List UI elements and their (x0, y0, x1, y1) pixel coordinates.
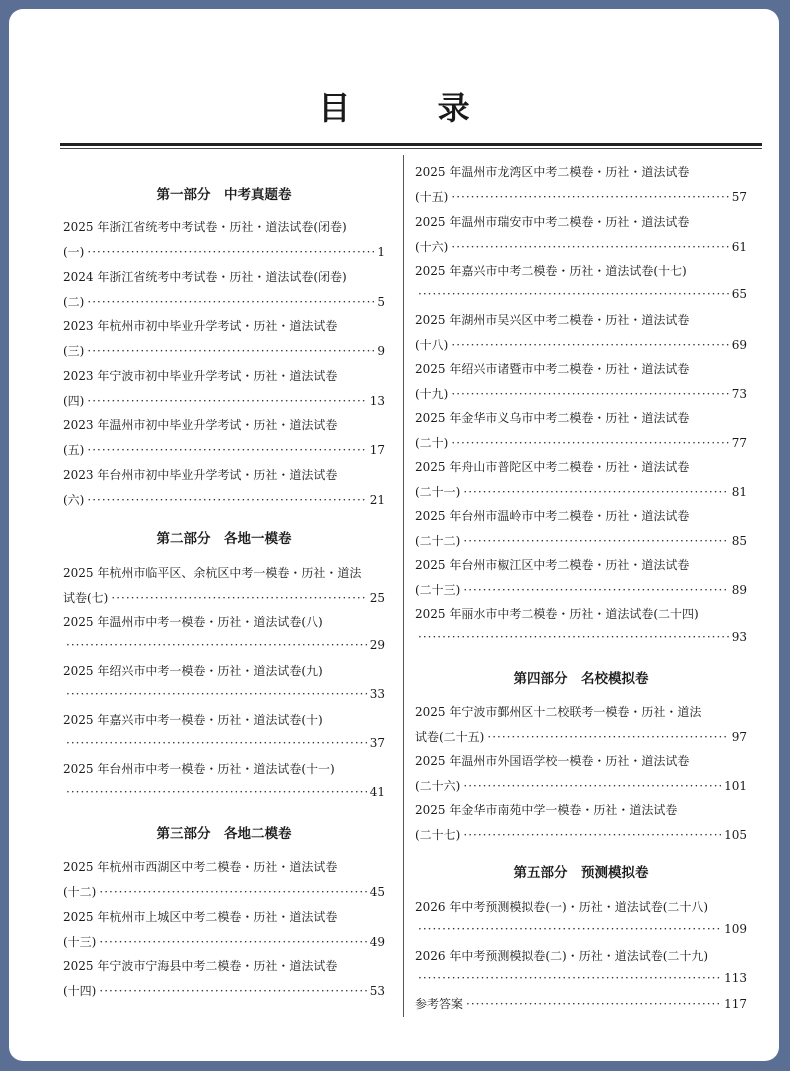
toc-entry-line (63, 218, 385, 238)
leader-dots (463, 583, 728, 597)
page-number: 53 (369, 984, 385, 998)
toc-entry-text: 2025 年杭州市上城区中考二模卷・历社・道法试卷 (63, 910, 338, 924)
toc-entry-line (415, 728, 747, 748)
toc-entry-text: 2025 年宁波市鄞州区十二校联考一模卷・历社・道法 (415, 705, 702, 719)
page-number: 17 (369, 443, 385, 457)
toc-entry-line (63, 392, 385, 412)
page-number: 89 (731, 583, 747, 597)
toc-entry-line (415, 238, 747, 258)
toc-entry-text: (十二) (63, 885, 97, 899)
page-number: 1 (377, 245, 385, 259)
page-title: 目 录 (318, 89, 508, 127)
toc-entry-text: (十九) (415, 387, 449, 401)
toc-entry-line (415, 188, 747, 208)
toc-entry-line (415, 336, 747, 356)
page-number: 93 (731, 630, 747, 644)
toc-entry-text: (四) (63, 394, 85, 408)
toc-entry-text: 2025 年丽水市中考二模卷・历社・道法试卷(二十四) (415, 607, 699, 621)
leader-dots (418, 287, 729, 301)
toc-entry-line (63, 441, 385, 461)
leader-dots (99, 935, 366, 949)
toc-entry-text: 2025 年绍兴市诸暨市中考二模卷・历社・道法试卷 (415, 362, 690, 376)
toc-entry-text: 2026 年中考预测模拟卷(二)・历社・道法试卷(二十九) (415, 949, 709, 963)
toc-entry-text: (二十三) (415, 583, 461, 597)
toc-entry-line (63, 367, 385, 387)
toc-entry-line (63, 982, 385, 1002)
toc-entry-text: 参考答案 (415, 997, 464, 1011)
section-heading: 第二部分 各地一模卷 (156, 531, 292, 547)
toc-entry-line (63, 268, 385, 288)
toc-entry-text: (六) (63, 493, 85, 507)
toc-entry-line (415, 605, 747, 625)
page-number: 109 (724, 922, 747, 936)
section-heading: 第一部分 中考真题卷 (156, 187, 292, 203)
toc-entry-line (415, 777, 747, 797)
toc-entry-text: (三) (63, 344, 85, 358)
leader-dots (466, 997, 721, 1011)
toc-entry-text: (十八) (415, 338, 449, 352)
toc-entry-text: 2025 年湖州市吴兴区中考二模卷・历社・道法试卷 (415, 313, 690, 327)
toc-entry-text: (二十二) (415, 534, 461, 548)
page-number: 13 (369, 394, 385, 408)
toc-entry-text: (十五) (415, 190, 449, 204)
toc-entry-line (63, 466, 385, 486)
toc-entry-text: 2025 年嘉兴市中考一模卷・历社・道法试卷(十) (63, 713, 323, 727)
toc-entry-text: (二十) (415, 436, 449, 450)
leader-dots (463, 828, 721, 842)
page-number: 73 (731, 387, 747, 401)
toc-entry-text: (五) (63, 443, 85, 457)
toc-entry-text: 2023 年温州市初中毕业升学考试・历社・道法试卷 (63, 418, 338, 432)
toc-entry-line (63, 243, 385, 263)
toc-entry-text: 2025 年绍兴市中考一模卷・历社・道法试卷(九) (63, 664, 323, 678)
toc-entry-line (415, 262, 747, 282)
toc-entry-line (415, 995, 747, 1015)
toc-entry-line (63, 564, 385, 584)
page-number: 57 (731, 190, 747, 204)
page-number: 117 (724, 997, 747, 1011)
leader-dots (99, 984, 366, 998)
page-number: 21 (369, 493, 385, 507)
toc-entry-text: 2023 年杭州市初中毕业升学考试・历社・道法试卷 (63, 319, 338, 333)
page-number: 45 (369, 885, 385, 899)
toc-entry-line (63, 317, 385, 337)
toc-entry-line (63, 711, 385, 731)
page-number: 113 (724, 971, 747, 985)
toc-entry-line (415, 826, 747, 846)
toc-entry-text: 2025 年浙江省统考中考试卷・历社・道法试卷(闭卷) (63, 220, 347, 234)
toc-entry-text: 2023 年宁波市初中毕业升学考试・历社・道法试卷 (63, 369, 338, 383)
toc-entry-line (415, 801, 747, 821)
toc-entry-text: (二十六) (415, 779, 461, 793)
toc-entry-text: (二) (63, 295, 85, 309)
toc-entry-line (415, 434, 747, 454)
toc-entry-text: 2023 年台州市初中毕业升学考试・历社・道法试卷 (63, 468, 338, 482)
toc-entry-line (63, 858, 385, 878)
title-rule-thin (60, 148, 762, 149)
toc-entry-text: (二十七) (415, 828, 461, 842)
toc-entry-text: 2025 年温州市外国语学校一模卷・历社・道法试卷 (415, 754, 690, 768)
page-number: 49 (369, 935, 385, 949)
toc-entry-line (63, 416, 385, 436)
toc-entry-text: 2025 年宁波市宁海县中考二模卷・历社・道法试卷 (63, 959, 338, 973)
toc-entry-text: 2025 年温州市瑞安市中考二模卷・历社・道法试卷 (415, 215, 690, 229)
leader-dots (418, 971, 721, 985)
leader-dots (451, 436, 728, 450)
toc-entry-line (415, 556, 747, 576)
leader-dots (451, 338, 728, 352)
leader-dots (487, 730, 728, 744)
toc-entry-text: 2025 年温州市龙湾区中考二模卷・历社・道法试卷 (415, 165, 690, 179)
leader-dots (87, 295, 374, 309)
toc-entry-text: 2025 年金华市义乌市中考二模卷・历社・道法试卷 (415, 411, 690, 425)
toc-entry-line (415, 630, 747, 650)
toc-entry-line (415, 703, 747, 723)
leader-dots (66, 736, 367, 750)
toc-entry-line (63, 736, 385, 756)
leader-dots (451, 387, 728, 401)
section-heading: 第五部分 预测模拟卷 (513, 865, 649, 881)
toc-entry-text: 2025 年嘉兴市中考二模卷・历社・道法试卷(十七) (415, 264, 687, 278)
page-number: 29 (369, 638, 385, 652)
toc-entry-text: (一) (63, 245, 85, 259)
page-number: 97 (731, 730, 747, 744)
title-rule-thick (60, 143, 762, 146)
toc-entry-line (415, 409, 747, 429)
leader-dots (418, 922, 721, 936)
toc-entry-line (63, 785, 385, 805)
page-number: 25 (369, 591, 385, 605)
toc-entry-line (63, 293, 385, 313)
page-number: 105 (724, 828, 747, 842)
leader-dots (66, 785, 367, 799)
toc-entry-line (415, 213, 747, 233)
toc-entry-text: 2025 年温州市中考一模卷・历社・道法试卷(八) (63, 615, 323, 629)
toc-entry-line (415, 581, 747, 601)
page-number: 9 (377, 344, 385, 358)
toc-entry-line (415, 360, 747, 380)
leader-dots (418, 630, 729, 644)
leader-dots (463, 534, 728, 548)
toc-entry-line (63, 589, 385, 609)
leader-dots (87, 245, 374, 259)
toc-entry-line (415, 287, 747, 307)
toc-entry-text: (二十一) (415, 485, 461, 499)
toc-entry-line (415, 922, 747, 942)
toc-entry-text: 2026 年中考预测模拟卷(一)・历社・道法试卷(二十八) (415, 900, 709, 914)
toc-entry-line (63, 883, 385, 903)
toc-entry-text: 2025 年台州市温岭市中考二模卷・历社・道法试卷 (415, 509, 690, 523)
page-number: 61 (731, 240, 747, 254)
toc-entry-line (63, 908, 385, 928)
page-number: 33 (369, 687, 385, 701)
toc-entry-line (415, 311, 747, 331)
toc-entry-line (415, 385, 747, 405)
toc-entry-line (63, 638, 385, 658)
section-heading: 第四部分 名校模拟卷 (513, 671, 649, 687)
toc-entry-text: 2025 年台州市中考一模卷・历社・道法试卷(十一) (63, 762, 335, 776)
toc-entry-line (415, 532, 747, 552)
toc-entry-line (63, 957, 385, 977)
toc-entry-line (63, 491, 385, 511)
toc-entry-line (415, 752, 747, 772)
column-divider (403, 155, 404, 1017)
section-heading: 第三部分 各地二模卷 (156, 826, 292, 842)
page-number: 85 (731, 534, 747, 548)
toc-entry-line (415, 507, 747, 527)
toc-entry-text: 2025 年杭州市西湖区中考二模卷・历社・道法试卷 (63, 860, 338, 874)
toc-entry-line (415, 898, 747, 918)
toc-entry-line (63, 662, 385, 682)
leader-dots (87, 493, 366, 507)
page-number: 65 (731, 287, 747, 301)
leader-dots (463, 779, 721, 793)
toc-entry-text: 试卷(七) (63, 591, 109, 605)
page-number: 77 (731, 436, 747, 450)
toc-entry-text: 2025 年舟山市普陀区中考二模卷・历社・道法试卷 (415, 460, 690, 474)
leader-dots (451, 190, 728, 204)
toc-page (9, 9, 779, 1061)
toc-entry-line (415, 483, 747, 503)
leader-dots (463, 485, 728, 499)
toc-entry-line (415, 947, 747, 967)
toc-entry-line (415, 163, 747, 183)
toc-entry-line (63, 687, 385, 707)
leader-dots (111, 591, 366, 605)
leader-dots (87, 394, 366, 408)
page-number: 5 (377, 295, 385, 309)
page-number: 41 (369, 785, 385, 799)
toc-entry-text: (十四) (63, 984, 97, 998)
page-number: 81 (731, 485, 747, 499)
toc-entry-line (415, 971, 747, 991)
leader-dots (66, 687, 367, 701)
page-number: 69 (731, 338, 747, 352)
toc-entry-line (63, 613, 385, 633)
page-number: 37 (369, 736, 385, 750)
toc-entry-text: 2025 年台州市椒江区中考二模卷・历社・道法试卷 (415, 558, 690, 572)
toc-entry-line (63, 760, 385, 780)
toc-entry-text: (十六) (415, 240, 449, 254)
toc-entry-text: 2024 年浙江省统考中考试卷・历社・道法试卷(闭卷) (63, 270, 347, 284)
page-number: 101 (724, 779, 747, 793)
toc-entry-line (63, 342, 385, 362)
leader-dots (87, 443, 366, 457)
toc-entry-line (415, 458, 747, 478)
toc-entry-text: 试卷(二十五) (415, 730, 485, 744)
leader-dots (99, 885, 366, 899)
leader-dots (87, 344, 374, 358)
leader-dots (66, 638, 367, 652)
leader-dots (451, 240, 728, 254)
toc-entry-text: 2025 年金华市南苑中学一模卷・历社・道法试卷 (415, 803, 678, 817)
toc-entry-line (63, 933, 385, 953)
toc-entry-text: (十三) (63, 935, 97, 949)
toc-entry-text: 2025 年杭州市临平区、余杭区中考一模卷・历社・道法 (63, 566, 362, 580)
